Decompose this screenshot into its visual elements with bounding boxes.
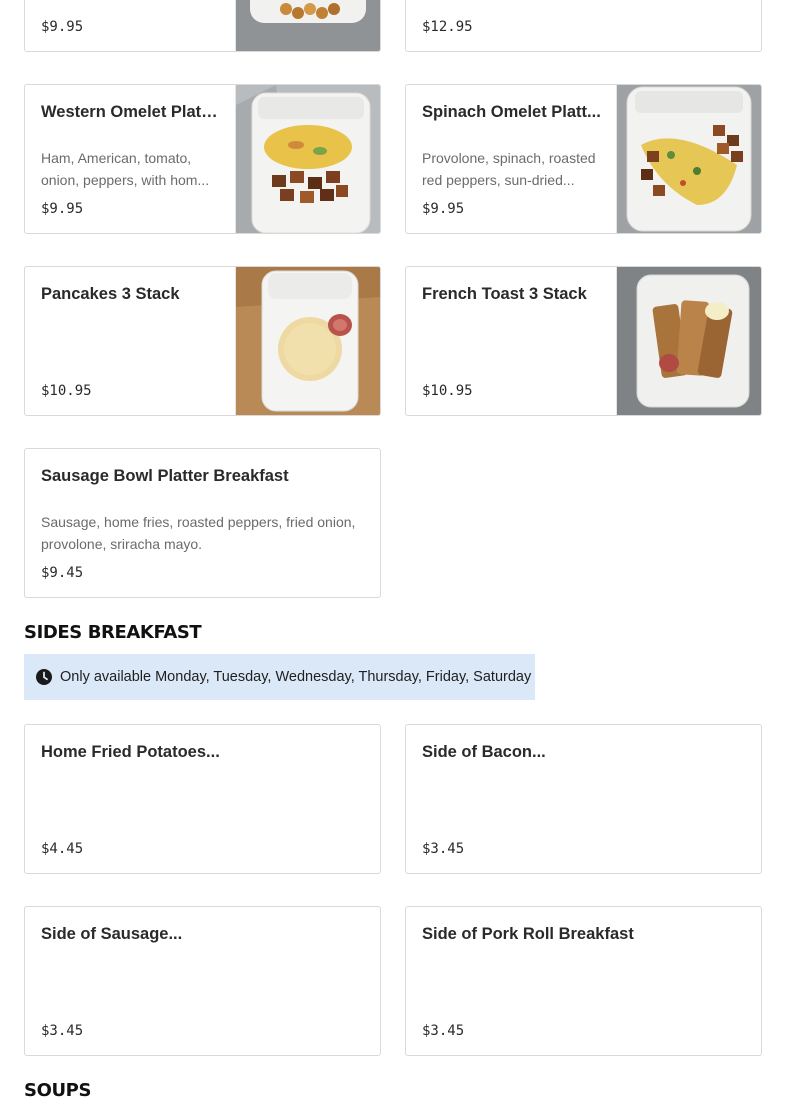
item-photo — [235, 85, 380, 233]
clock-icon — [36, 669, 52, 685]
item-price: $3.45 — [422, 1023, 465, 1039]
item-price: $4.45 — [41, 841, 84, 857]
item-name: Pancakes 3 Stack — [41, 285, 180, 303]
item-name: Sausage Bowl Platter Breakfast — [41, 467, 289, 485]
item-price: $12.95 — [422, 19, 473, 35]
availability-banner — [24, 654, 535, 700]
item-photo — [616, 267, 761, 415]
item-price: $3.45 — [41, 1023, 84, 1039]
item-price: $9.45 — [41, 565, 84, 581]
menu-item-card[interactable] — [24, 448, 381, 598]
item-name: Side of Sausage... — [41, 925, 183, 943]
item-name: French Toast 3 Stack — [422, 285, 587, 303]
item-price: $10.95 — [422, 383, 473, 399]
menu-item-card[interactable] — [405, 84, 762, 234]
section-title: SIDES BREAKFAST — [24, 622, 202, 643]
menu-item-card[interactable] — [405, 724, 762, 874]
item-price: $9.95 — [41, 201, 84, 217]
menu-item-card[interactable] — [24, 724, 381, 874]
menu-item-card[interactable] — [24, 906, 381, 1056]
item-name: Home Fried Potatoes... — [41, 743, 220, 761]
item-price: $9.95 — [41, 19, 84, 35]
item-photo — [235, 0, 380, 51]
item-name: Side of Bacon... — [422, 743, 546, 761]
menu-item-card[interactable] — [24, 266, 381, 416]
item-description: Ham, American, tomato, onion, peppers, with hom... — [41, 150, 210, 188]
item-photo — [616, 85, 761, 233]
item-price: $3.45 — [422, 841, 465, 857]
menu-item-card[interactable] — [405, 906, 762, 1056]
item-photo — [235, 267, 380, 415]
availability-text: Only available Monday, Tuesday, Wednesday, Thursday, Friday, Saturday — [60, 669, 532, 685]
section-title: SOUPS — [24, 1080, 92, 1101]
item-price: $9.95 — [422, 201, 465, 217]
menu-item-card[interactable] — [24, 0, 381, 52]
item-name: Spinach Omelet Platt... — [422, 103, 601, 121]
menu-item-card[interactable] — [405, 0, 762, 52]
menu-item-card[interactable] — [24, 84, 381, 234]
item-description: Provolone, spinach, roasted red peppers, sun-dried... — [422, 150, 596, 188]
item-name: Western Omelet Platt... — [41, 103, 220, 121]
item-price: $10.95 — [41, 383, 92, 399]
item-name: Side of Pork Roll Breakfast — [422, 925, 634, 943]
menu-item-card[interactable] — [405, 266, 762, 416]
item-description: Sausage, home fries, roasted peppers, fried onion, provolone, sriracha mayo. — [41, 514, 356, 552]
